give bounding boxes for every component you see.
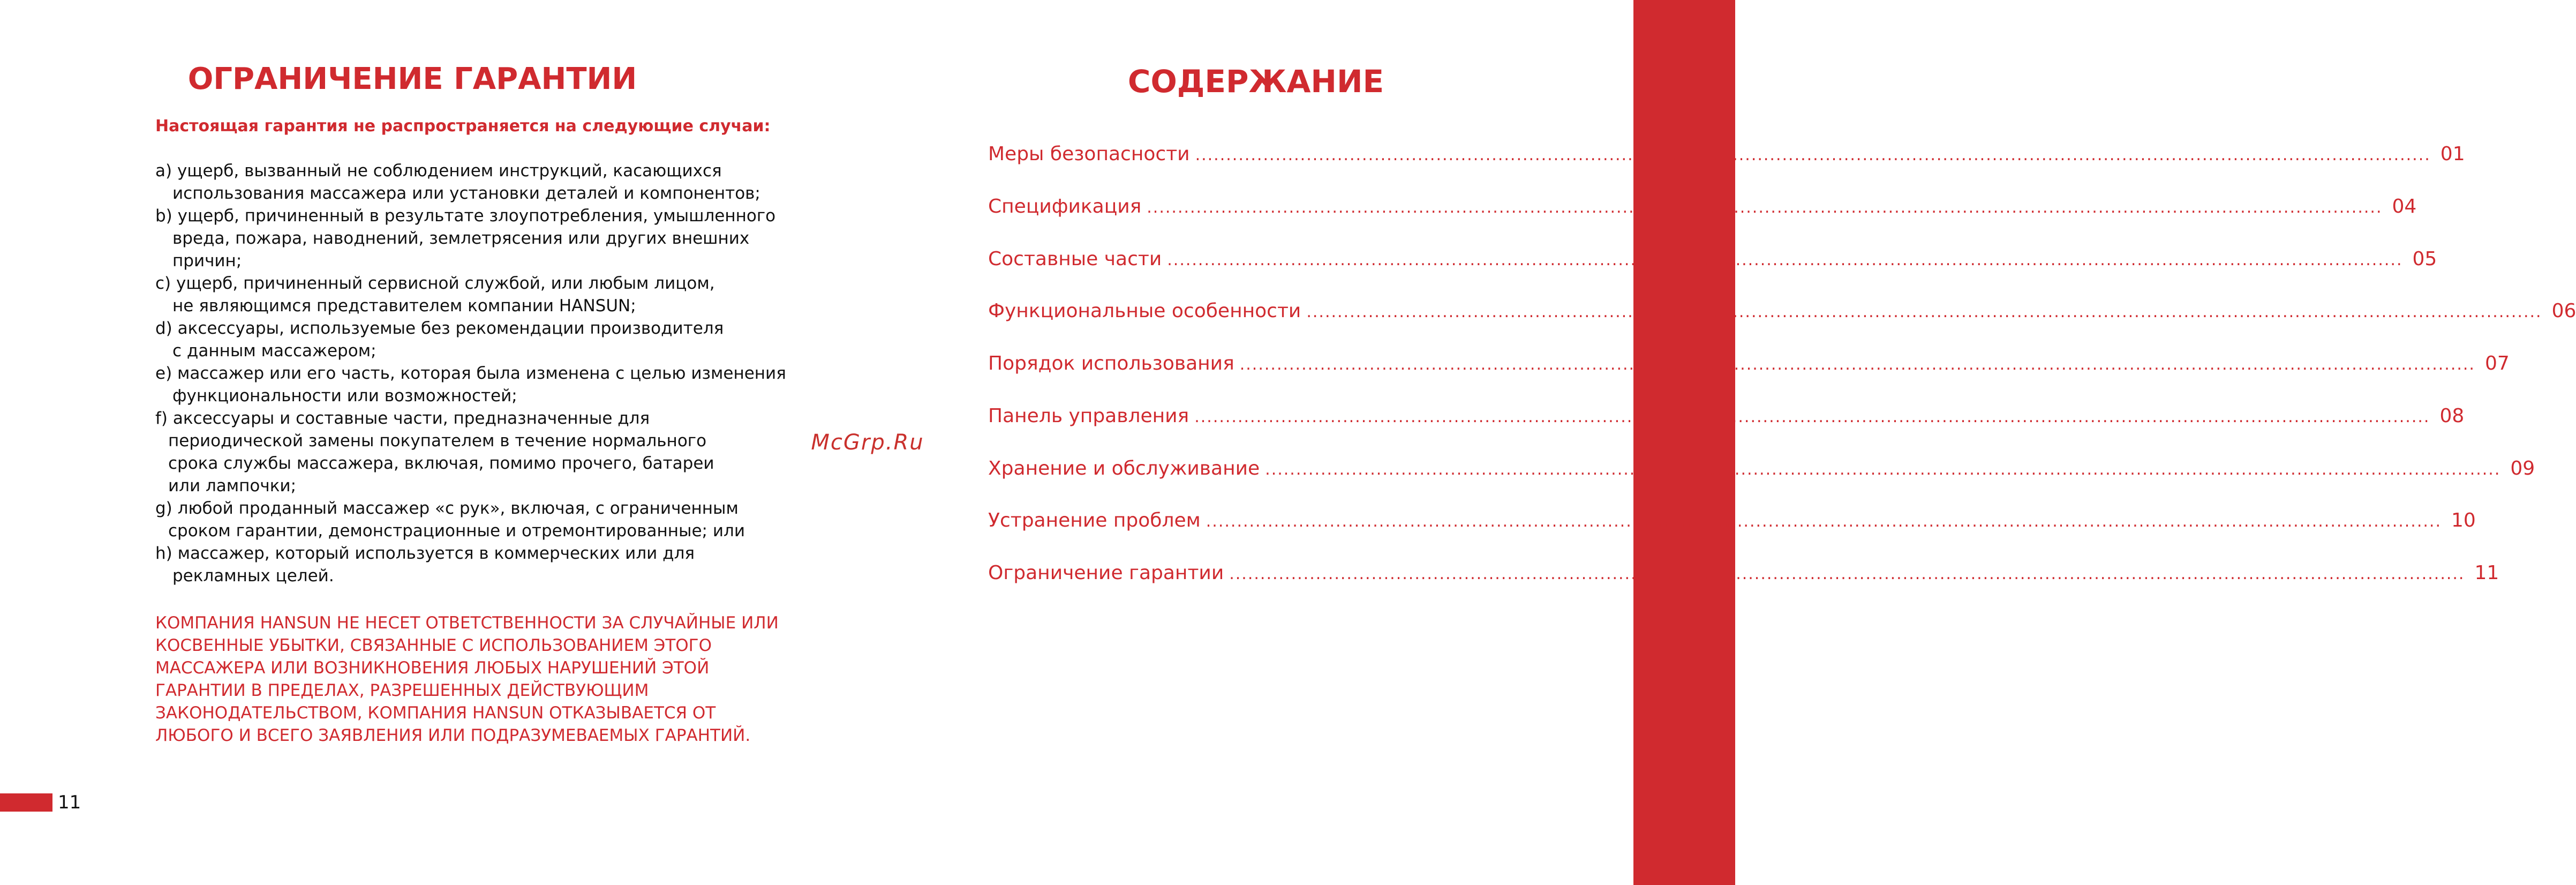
- toc-entry[interactable]: [988, 138, 2465, 191]
- clause-line: d) аксессуары, используемые без рекомендации производителя: [155, 319, 724, 338]
- toc-entry-label: Ограничение гарантии: [988, 562, 1224, 584]
- toc-entry[interactable]: [988, 191, 2417, 243]
- toc-entry[interactable]: [988, 243, 2437, 296]
- clause-line: e) массажер или его часть, которая была изменена с целью изменения: [155, 364, 786, 383]
- toc-entry-label: Функциональные особенности: [988, 300, 1301, 322]
- toc-entry-page: 11: [2474, 562, 2499, 584]
- toc-entry-page: 04: [2392, 195, 2417, 218]
- clause-line: или лампочки;: [168, 476, 297, 496]
- toc-entry[interactable]: [988, 295, 2576, 348]
- toc-entry-page: 08: [2439, 404, 2465, 427]
- toc-entry-label: Составные части: [988, 248, 1162, 270]
- clause-f: [155, 407, 777, 497]
- clause-line: сроком гарантии, демонстрационные и отремонтированные; или: [168, 521, 745, 541]
- toc-leader-dots: ........................................................................................................................................................................................................: [1265, 460, 2501, 479]
- toc-entry[interactable]: [988, 557, 2499, 610]
- toc-entry-page: 10: [2451, 509, 2476, 532]
- toc-leader-dots: ........................................................................................................................................................................................................: [1206, 512, 2442, 531]
- toc-leader-dots: ........................................................................................................................................................................................................: [1167, 250, 2403, 269]
- toc-leader-dots: ........................................................................................................................................................................................................: [1229, 565, 2465, 583]
- toc-entry[interactable]: [988, 453, 2535, 505]
- clause-b: [155, 205, 777, 272]
- clause-g: [155, 497, 777, 542]
- disclaimer-line: ЗАКОНОДАТЕЛЬСТВОМ, КОМПАНИЯ HANSUN ОТКАЗЫВАЕТСЯ ОТ: [155, 703, 716, 723]
- toc-entry[interactable]: [988, 505, 2476, 557]
- toc-entry-label: Панель управления: [988, 404, 1189, 427]
- clause-line: h) массажер, который используется в коммерческих или для: [155, 544, 695, 563]
- disclaimer-line: ЛЮБОГО И ВСЕГО ЗАЯВЛЕНИЯ ИЛИ ПОДРАЗУМЕВАЕМЫХ ГАРАНТИЙ.: [155, 726, 751, 745]
- toc-entry-page: 01: [2440, 143, 2465, 165]
- toc-entry-page: 07: [2484, 352, 2510, 374]
- clause-line: b) ущерб, причиненный в результате злоупотребления, умышленного: [155, 206, 776, 226]
- disclaimer-line: ГАРАНТИИ В ПРЕДЕЛАХ, РАЗРЕШЕННЫХ ДЕЙСТВУЮЩИМ: [155, 681, 649, 700]
- clause-line: срока службы массажера, включая, помимо прочего, батареи: [168, 454, 714, 473]
- toc-entry-label: Хранение и обслуживание: [988, 457, 1260, 479]
- clause-line: f) аксессуары и составные части, предназначенные для: [155, 409, 650, 428]
- clause-d: [155, 317, 777, 362]
- toc-entry-label: Порядок использования: [988, 352, 1234, 374]
- toc-leader-dots: ........................................................................................................................................................................................................: [1147, 198, 2383, 217]
- clause-c: [155, 272, 777, 317]
- toc-leader-dots: ........................................................................................................................................................................................................: [1239, 355, 2475, 374]
- toc-entry-page: 09: [2510, 457, 2535, 479]
- clause-line: рекламных целей.: [172, 566, 334, 586]
- clause-line: использования массажера или установки деталей и компонентов;: [172, 184, 760, 203]
- toc-leader-dots: ........................................................................................................................................................................................................: [1306, 303, 2542, 322]
- clause-line: g) любой проданный массажер «с рук», включая, с ограниченным: [155, 499, 739, 518]
- contents-title: СОДЕРЖАНИЕ: [1127, 63, 1384, 100]
- page-number-marker: [0, 793, 52, 812]
- toc-entry-label: Меры безопасности: [988, 143, 1190, 165]
- clause-a: [155, 160, 777, 205]
- toc-entry-label: Устранение проблем: [988, 509, 1201, 532]
- table-of-contents: [988, 138, 2576, 610]
- clause-line: a) ущерб, вызванный не соблюдением инструкций, касающихся: [155, 161, 722, 181]
- clause-line: вреда, пожара, наводнений, землетрясения или других внешних: [172, 229, 750, 248]
- toc-entry[interactable]: [988, 348, 2510, 400]
- clause-line: периодической замены покупателем в течение нормального: [168, 431, 707, 451]
- page-number: 11: [58, 792, 81, 813]
- clause-line: причин;: [172, 251, 242, 271]
- warranty-intro: Настоящая гарантия не распространяется на следующие случаи:: [155, 117, 771, 136]
- toc-leader-dots: ........................................................................................................................................................................................................: [1194, 407, 2430, 426]
- clause-line: с данным массажером;: [172, 341, 376, 361]
- right-edge-bar: [1633, 0, 1735, 885]
- toc-entry-page: 05: [2412, 248, 2437, 270]
- warranty-title: ОГРАНИЧЕНИЕ ГАРАНТИИ: [187, 62, 637, 96]
- clause-h: [155, 542, 777, 587]
- disclaimer-line: КОСВЕННЫЕ УБЫТКИ, СВЯЗАННЫЕ С ИСПОЛЬЗОВАНИЕМ ЭТОГО: [155, 636, 712, 655]
- liability-disclaimer: [155, 612, 777, 747]
- clause-e: [155, 362, 786, 407]
- toc-leader-dots: ........................................................................................................................................................................................................: [1195, 146, 2431, 164]
- toc-entry-page: 06: [2551, 300, 2576, 322]
- toc-entry[interactable]: [988, 400, 2465, 453]
- clause-line: не являющимся представителем компании HANSUN;: [172, 296, 636, 316]
- clause-line: функциональности или возможностей;: [172, 386, 517, 406]
- disclaimer-line: КОМПАНИЯ HANSUN НЕ НЕСЕТ ОТВЕТСТВЕННОСТИ ЗА СЛУЧАЙНЫЕ ИЛИ: [155, 613, 779, 633]
- watermark: McGrp.Ru: [811, 430, 924, 455]
- disclaimer-line: МАССАЖЕРА ИЛИ ВОЗНИКНОВЕНИЯ ЛЮБЫХ НАРУШЕНИЙ ЭТОЙ: [155, 658, 710, 678]
- toc-entry-label: Спецификация: [988, 195, 1142, 218]
- clause-line: c) ущерб, причиненный сервисной службой, или любым лицом,: [155, 274, 715, 293]
- warranty-clause-list: [155, 160, 786, 587]
